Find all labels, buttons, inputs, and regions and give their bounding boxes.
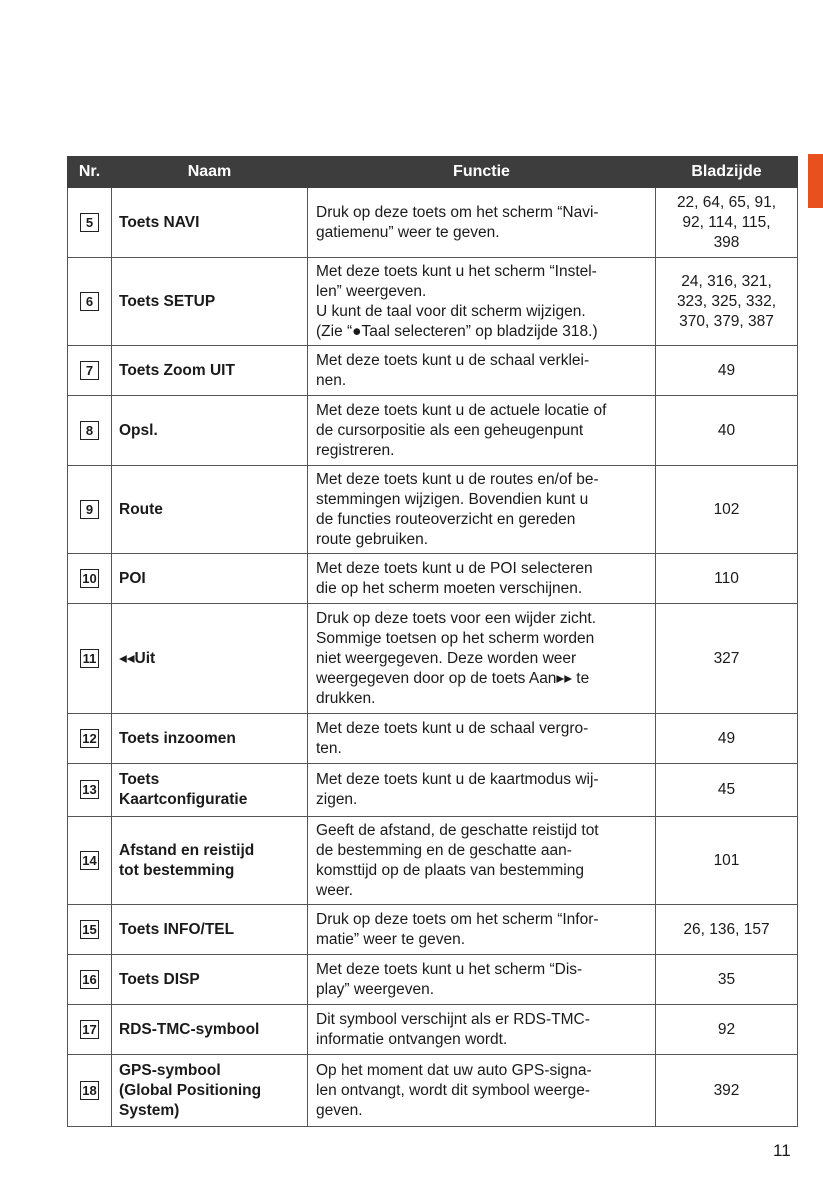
naam-line: System) — [119, 1101, 180, 1119]
row-name-cell — [112, 955, 308, 1005]
table-row — [68, 817, 798, 905]
naam-line: Route — [119, 500, 163, 518]
table-row — [68, 1055, 798, 1127]
row-function-cell — [308, 396, 656, 466]
row-page-cell — [656, 955, 798, 1005]
row-number-cell — [68, 1005, 112, 1055]
row-page-cell — [656, 396, 798, 466]
bladzijde-line: 49 — [717, 729, 736, 747]
row-function-cell — [308, 466, 656, 554]
row-function-cell — [308, 714, 656, 764]
naam-line: Kaartconfiguratie — [119, 791, 248, 808]
functie-line: stemmingen wijzigen. Bovendien kunt u — [316, 490, 589, 508]
functie-line: play” weergeven. — [316, 980, 435, 998]
row-function-cell — [308, 905, 656, 955]
row-number-cell — [68, 905, 112, 955]
bladzijde-line: 327 — [713, 649, 740, 667]
table-row — [68, 955, 798, 1005]
naam-line: Toets DISP — [119, 970, 200, 988]
row-number-box: 12 — [80, 729, 99, 748]
row-number-box: 18 — [80, 1081, 99, 1100]
row-function-cell — [308, 554, 656, 604]
row-page-cell — [656, 188, 798, 258]
row-number-cell — [68, 955, 112, 1005]
table-row — [68, 1005, 798, 1055]
row-page-cell — [656, 258, 798, 346]
row-name-cell — [112, 346, 308, 396]
row-name-cell — [112, 714, 308, 764]
functie-line: Met deze toets kunt u de actuele locatie of — [316, 401, 607, 419]
row-number-cell — [68, 714, 112, 764]
row-number-cell — [68, 554, 112, 604]
row-number-cell — [68, 258, 112, 346]
table-body — [68, 188, 798, 1127]
row-name-cell — [112, 1055, 308, 1127]
functie-line: komsttijd op de plaats van bestemming — [316, 861, 584, 879]
row-number-box: 14 — [80, 851, 99, 870]
row-name-cell — [112, 1005, 308, 1055]
functie-line: Druk op deze toets voor een wijder zicht. — [316, 609, 596, 627]
row-function-cell — [308, 955, 656, 1005]
functie-line: Met deze toets kunt u de schaal verklei- — [316, 351, 590, 369]
naam-line: Toets inzoomen — [119, 729, 236, 747]
functie-line: registreren. — [316, 441, 395, 459]
functie-line: weergegeven door op de toets Aan▸▸ te — [316, 669, 590, 687]
functie-line: Met deze toets kunt u de schaal vergro- — [316, 719, 589, 737]
functie-line: Dit symbool verschijnt als er RDS-TMC- — [316, 1010, 590, 1028]
table-row — [68, 396, 798, 466]
functie-line: Druk op deze toets om het scherm “Navi- — [316, 203, 599, 221]
naam-line: (Global Positioning — [119, 1081, 262, 1099]
row-name-cell — [112, 554, 308, 604]
functie-line: Met deze toets kunt u het scherm “Dis- — [316, 960, 583, 978]
row-page-cell — [656, 764, 798, 817]
row-page-cell — [656, 466, 798, 554]
functie-line: informatie ontvangen wordt. — [316, 1030, 508, 1048]
table-row — [68, 258, 798, 346]
row-name-cell — [112, 466, 308, 554]
naam-line: tot bestemming — [119, 861, 235, 879]
page-number: 11 — [773, 1141, 791, 1160]
function-table — [67, 156, 798, 1127]
functie-line: geven. — [316, 1101, 363, 1119]
bladzijde-line: 22, 64, 65, 91, — [676, 193, 777, 211]
functie-line: nen. — [316, 371, 347, 389]
functie-line: ten. — [316, 739, 342, 757]
table-row — [68, 604, 798, 714]
header-naam: Naam — [112, 157, 308, 188]
table-row — [68, 905, 798, 955]
row-number-cell — [68, 1055, 112, 1127]
row-page-cell — [656, 346, 798, 396]
functie-line: route gebruiken. — [316, 530, 429, 548]
functie-line: Met deze toets kunt u de kaartmodus wij- — [316, 771, 599, 788]
row-name-cell — [112, 258, 308, 346]
row-function-cell — [308, 188, 656, 258]
functie-line: U kunt de taal voor dit scherm wijzigen. — [316, 302, 586, 320]
row-number-box: 10 — [80, 569, 99, 588]
naam-line: Toets — [119, 771, 160, 788]
row-function-cell — [308, 817, 656, 905]
bladzijde-line: 370, 379, 387 — [679, 312, 774, 330]
row-number-cell — [68, 346, 112, 396]
row-page-cell — [656, 817, 798, 905]
row-number-box: 13 — [80, 780, 99, 799]
section-tab-marker — [808, 154, 823, 208]
functie-line: de bestemming en de geschatte aan- — [316, 841, 572, 859]
functie-line: Sommige toetsen op het scherm worden — [316, 629, 595, 647]
functie-line: weer. — [316, 881, 354, 899]
header-bladzijde: Bladzijde — [656, 157, 798, 188]
row-page-cell — [656, 1055, 798, 1127]
functie-line: matie” weer te geven. — [316, 930, 466, 948]
row-number-box: 8 — [80, 421, 99, 440]
bladzijde-line: 26, 136, 157 — [683, 920, 770, 938]
row-function-cell — [308, 1005, 656, 1055]
naam-line: Afstand en reistijd — [119, 841, 255, 859]
functie-line: de cursorpositie als een geheugenpunt — [316, 421, 584, 439]
row-name-cell — [112, 764, 308, 817]
functie-line: len” weergeven. — [316, 282, 427, 300]
row-name-cell — [112, 817, 308, 905]
naam-line: Toets NAVI — [119, 213, 200, 231]
functie-line: die op het scherm moeten verschijnen. — [316, 579, 583, 597]
row-page-cell — [656, 604, 798, 714]
row-name-cell — [112, 188, 308, 258]
row-page-cell — [656, 1005, 798, 1055]
functie-line: zigen. — [316, 791, 358, 808]
naam-line: Toets SETUP — [119, 292, 216, 310]
row-function-cell — [308, 1055, 656, 1127]
row-number-box: 15 — [80, 920, 99, 939]
bladzijde-line: 35 — [717, 970, 736, 988]
functie-line: (Zie “●Taal selecteren” op bladzijde 318.) — [316, 322, 598, 340]
row-number-cell — [68, 817, 112, 905]
bladzijde-line: 398 — [713, 233, 740, 251]
row-number-box: 16 — [80, 970, 99, 989]
bladzijde-line: 110 — [714, 569, 739, 587]
row-function-cell — [308, 604, 656, 714]
row-function-cell — [308, 346, 656, 396]
naam-line: POI — [119, 569, 146, 587]
naam-line: Toets INFO/TEL — [119, 920, 235, 938]
functie-line: Op het moment dat uw auto GPS-signa- — [316, 1061, 592, 1079]
table-header-row — [68, 157, 798, 188]
table-row — [68, 188, 798, 258]
functie-line: Met deze toets kunt u de routes en/of be- — [316, 470, 599, 488]
row-number-box: 11 — [80, 649, 99, 668]
bladzijde-line: 92 — [717, 1020, 736, 1038]
naam-line: Toets Zoom UIT — [119, 361, 235, 379]
naam-line: Opsl. — [119, 421, 158, 439]
row-number-cell — [68, 466, 112, 554]
bladzijde-line: 92, 114, 115, — [682, 213, 771, 231]
row-number-cell — [68, 764, 112, 817]
row-function-cell — [308, 258, 656, 346]
row-number-box: 17 — [80, 1020, 99, 1039]
bladzijde-line: 40 — [717, 421, 736, 439]
bladzijde-line: 392 — [713, 1081, 740, 1099]
table-row — [68, 764, 798, 817]
row-page-cell — [656, 554, 798, 604]
row-number-cell — [68, 188, 112, 258]
table-row — [68, 714, 798, 764]
functie-line: gatiemenu” weer te geven. — [316, 223, 500, 241]
row-page-cell — [656, 905, 798, 955]
row-number-cell — [68, 604, 112, 714]
functie-line: drukken. — [316, 689, 376, 707]
bladzijde-line: 45 — [717, 781, 736, 798]
row-page-cell — [656, 714, 798, 764]
bladzijde-line: 101 — [713, 851, 740, 869]
row-name-cell — [112, 396, 308, 466]
functie-line: niet weergegeven. Deze worden weer — [316, 649, 577, 667]
row-function-cell — [308, 764, 656, 817]
header-functie: Functie — [308, 157, 656, 188]
naam-line: ◂◂Uit — [119, 649, 156, 667]
row-number-box: 7 — [80, 361, 99, 380]
table-row — [68, 554, 798, 604]
functie-line: Met deze toets kunt u de POI selecteren — [316, 559, 593, 577]
header-nr: Nr. — [68, 157, 112, 188]
table-row — [68, 346, 798, 396]
bladzijde-line: 49 — [717, 361, 736, 379]
functie-line: de functies routeoverzicht en gereden — [316, 510, 576, 528]
naam-line: GPS-symbool — [119, 1061, 221, 1079]
row-number-box: 5 — [80, 213, 99, 232]
bladzijde-line: 102 — [713, 500, 740, 518]
functie-line: Geeft de afstand, de geschatte reistijd tot — [316, 821, 599, 839]
row-number-cell — [68, 396, 112, 466]
row-number-box: 6 — [80, 292, 99, 311]
row-name-cell — [112, 905, 308, 955]
row-name-cell — [112, 604, 308, 714]
functie-line: Druk op deze toets om het scherm “Infor- — [316, 910, 599, 928]
functie-line: len ontvangt, wordt dit symbool weerge- — [316, 1081, 590, 1099]
functie-line: Met deze toets kunt u het scherm “Instel- — [316, 262, 597, 280]
naam-line: RDS-TMC-symbool — [119, 1020, 260, 1038]
row-number-box: 9 — [80, 500, 99, 519]
bladzijde-line: 24, 316, 321, — [681, 272, 772, 290]
table-row — [68, 466, 798, 554]
bladzijde-line: 323, 325, 332, — [676, 292, 777, 310]
